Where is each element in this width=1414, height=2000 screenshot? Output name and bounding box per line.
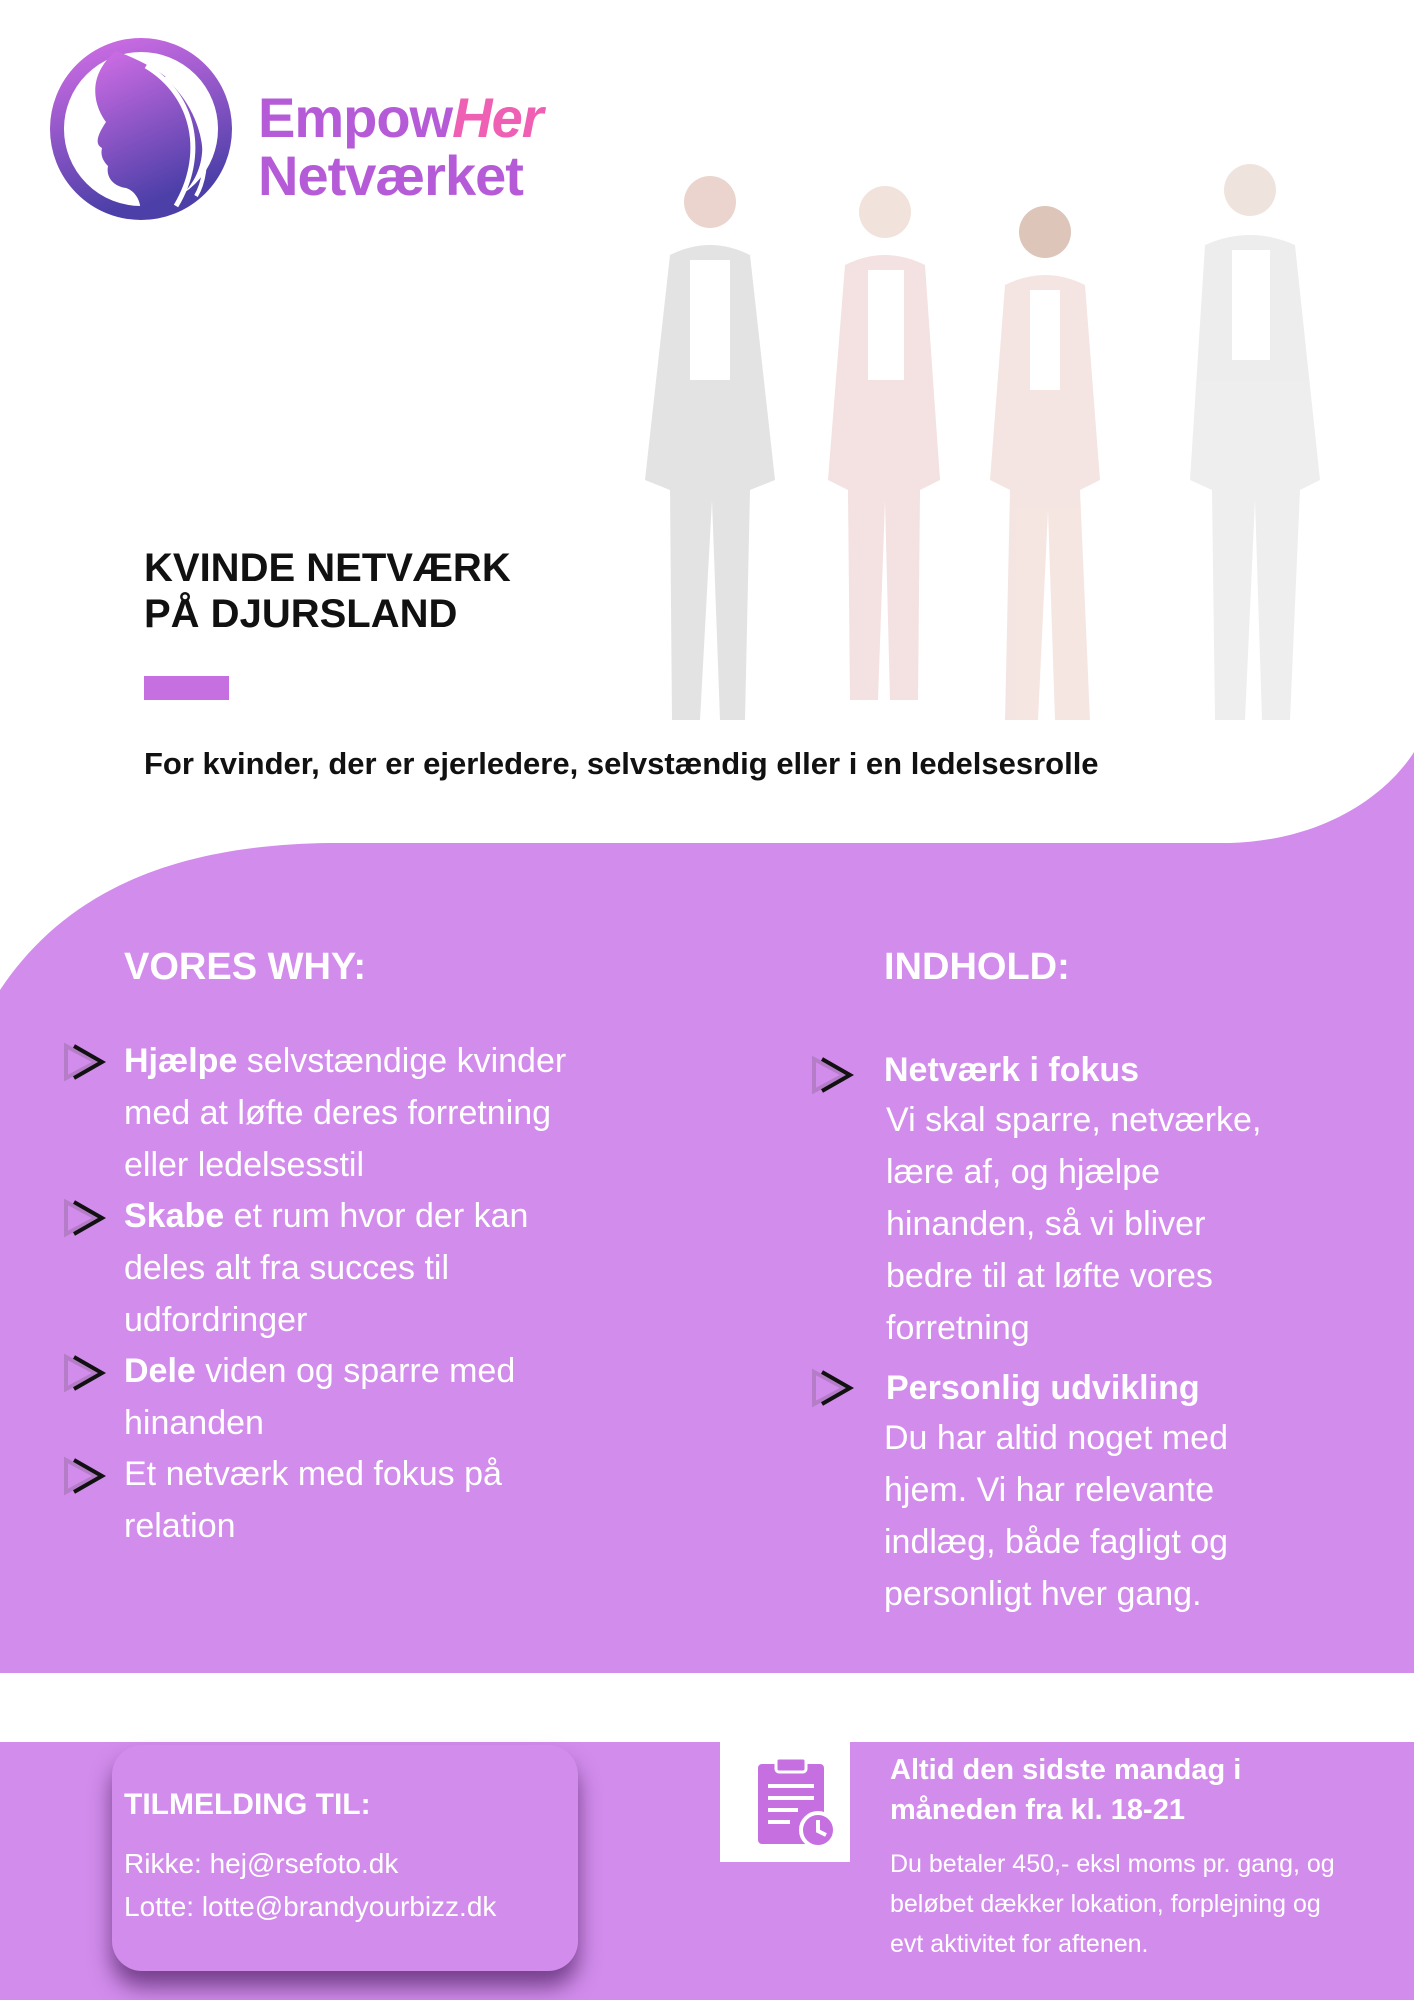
content-item-2-text: Du har altid noget med hjem. Vi har relevante indlæg, både fagligt og personligt hver gang. [884,1419,1229,1613]
contact-lotte: Lotte: lotte@brandyourbizz.dk [124,1891,497,1922]
content-heading: INDHOLD: [884,946,1070,988]
play-arrow-icon [810,1055,854,1095]
accent-bar [144,676,229,700]
woman-profile-logo-icon [46,36,236,222]
clipboard-clock-icon [754,1754,838,1850]
play-arrow-icon [62,1042,106,1082]
why-heading: VORES WHY: [124,946,367,988]
content-item-1-text: Vi skal sparre, netværke, lære af, og hjælpe hinanden, så vi bliver bedre til at løfte vores forretning [886,1101,1262,1347]
hero-title-line1: KVINDE NETVÆRK [144,546,511,590]
play-arrow-icon [810,1368,854,1408]
hero-title-line2: PÅ DJURSLAND [144,592,458,636]
registration-heading: TILMELDING TIL: [124,1788,371,1821]
contact-rikke: Rikke: hej@rsefoto.dk [124,1848,399,1879]
brand-name: EmpowHer [258,86,543,149]
play-arrow-icon [62,1353,106,1393]
four-women-in-suits-photo [600,160,1390,740]
why-item-4: Et netværk med fokus på relation [124,1455,502,1545]
play-arrow-icon [62,1456,106,1496]
why-item-3: Dele viden og sparre med hinanden [124,1352,516,1442]
play-arrow-icon [62,1198,106,1238]
price-text: Du betaler 450,- eksl moms pr. gang, og beløbet dækker lokation, forplejning og evt aktivitet for aftenen. [890,1850,1335,1958]
hero-title [144,545,704,637]
schedule-icon-box [720,1742,850,1862]
content-item-1-title: Netværk i fokus [884,1051,1140,1089]
why-item-2: Skabe et rum hvor der kan deles alt fra succes til udfordringer [124,1197,529,1339]
hero-subtitle: For kvinder, der er ejerledere, selvstændig eller i en ledelsesrolle [144,746,1099,781]
schedule-text: Altid den sidste mandag i måneden fra kl. 18-21 [890,1754,1242,1826]
brand-name-line2: Netværket [258,144,523,207]
content-item-2-title: Personlig udvikling [886,1369,1200,1407]
why-item-1: Hjælpe selvstændige kvinder med at løfte deres forretning eller ledelsesstil [124,1042,567,1184]
